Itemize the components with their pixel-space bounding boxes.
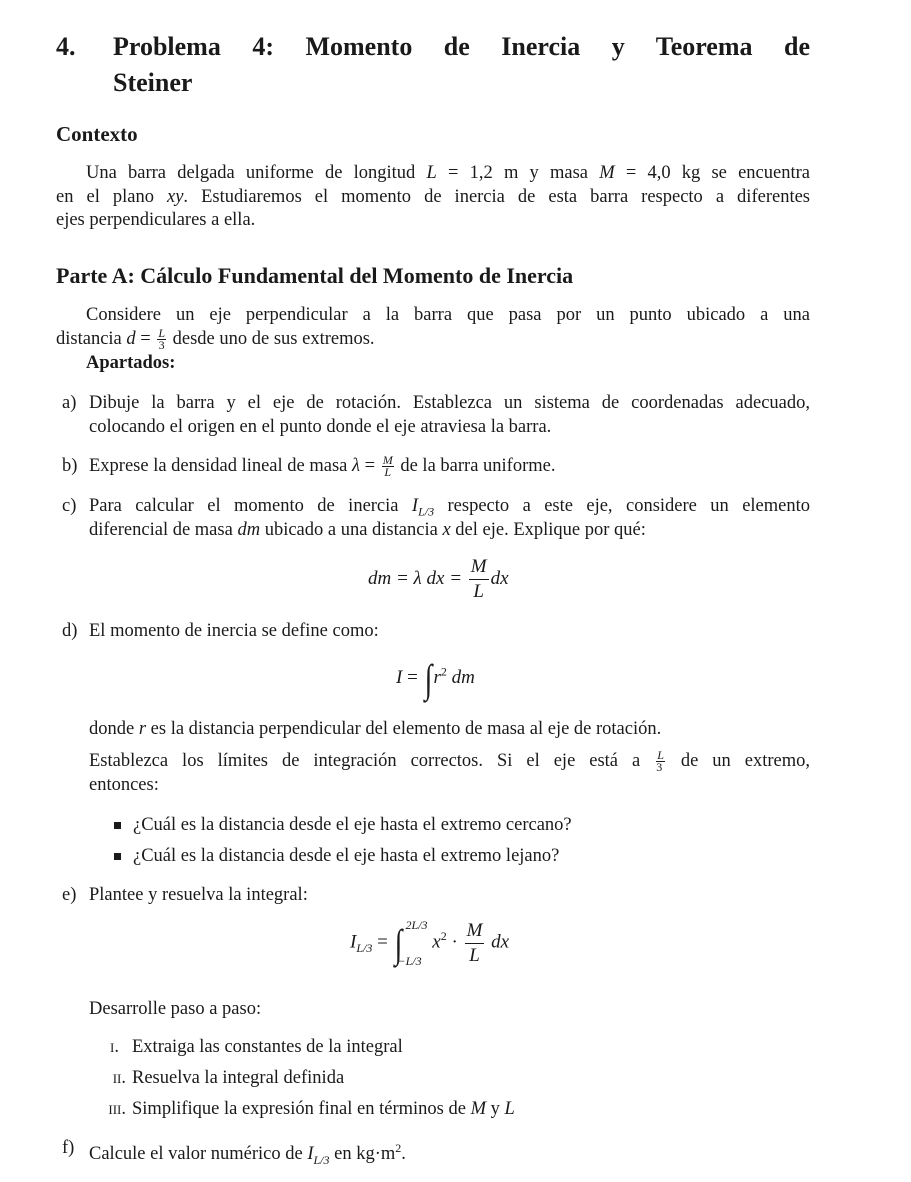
text: de un extremo, [680,751,811,771]
text: Establezca los límites de integración correctos. Si el eje está a [89,751,641,771]
math: dx [490,567,509,589]
math-subscript: L/3 [418,504,435,519]
math-I: I [307,1144,314,1165]
text: = [135,329,156,349]
text: . [401,1144,406,1165]
math: = [402,666,423,688]
item-d-donde [89,717,661,741]
item-f-text [89,1136,406,1172]
text: distancia [56,329,127,349]
text: Para calcular el momento de inercia [89,496,412,516]
parte-a-p1: Considere un eje perpendicular a la barra que pasa por un punto ubicado a una [86,305,810,325]
apartados-heading: Apartados: [86,353,176,373]
math-sup: 2 [395,1141,402,1155]
text: diferencial de masa [89,520,238,540]
math: = λ dx = [391,567,467,589]
item-d-label: d) [62,621,78,641]
step-num: i. [110,1037,119,1057]
step-num: iii. [108,1099,126,1119]
contexto-heading: Contexto [56,122,138,146]
step-text: Resuelva la integral definida [132,1068,345,1088]
contexto-line3: ejes perpendiculares a ella. [56,210,256,230]
math-sub: L/3 [356,941,373,956]
math-lambda: λ [352,456,361,476]
math-x: x [442,520,451,540]
math: r [433,666,441,688]
integral-sign: ∫ [394,920,402,966]
math: dm [368,567,392,589]
fraction-L-over-3 [157,328,166,351]
text: Una barra delgada uniforme de longitud [86,163,416,183]
text: en el plano [56,187,167,207]
frac-den: L [473,581,484,602]
section-number: 4. [56,32,76,61]
math-xy: xy [166,187,184,207]
bullet-item [114,813,572,837]
item-c-line2 [89,518,646,542]
text: de la barra uniforme. [395,456,556,476]
frac-den: 3 [158,338,165,353]
math: = [372,931,393,953]
math-M: M [470,1099,486,1119]
step-text: Extraiga las constantes de la integral [132,1037,403,1057]
equation-inertia-definition [396,655,475,702]
step-number [89,1097,126,1121]
text: del eje. Explique por qué: [450,520,646,540]
integral-sign: ∫ [424,656,432,701]
parte-a-p2 [56,327,375,351]
text: . Estudiaremos el momento de inercia de esta barra respecto a diferentes [183,187,810,207]
step-num: ii. [112,1068,126,1088]
math-L: L [504,1099,515,1119]
item-a-line1: Dibuje la barra y el eje de rotación. Establezca un sistema de coordenadas adecuado, [89,393,810,413]
bullet-icon [114,822,121,829]
text: y [486,1099,505,1119]
text: = 1,2 m y masa [436,163,600,183]
step-number [89,1066,126,1090]
item-d-establezca-line1 [89,749,810,773]
item-b-text [89,454,555,478]
frac-den: L [469,944,480,966]
math: x [432,931,441,953]
upper-limit: 2L/3 [405,918,428,932]
item-e-text: Plantee y resuelva la integral: [89,885,308,905]
step-text [132,1097,515,1121]
item-e-label: e) [62,885,77,905]
parte-a-heading: Parte A: Cálculo Fundamental del Momento de Inercia [56,263,574,288]
fraction-M-over-L [469,555,489,604]
fraction-M-over-L [465,919,485,968]
text: Calcule el valor numérico de [89,1144,308,1165]
text: = 4,0 kg se encuentra [614,163,810,183]
item-f-label: f) [62,1138,75,1158]
math: I [396,666,403,688]
item-d-establezca-line2: entonces: [89,775,159,795]
bullet-text: ¿Cuál es la distancia desde el eje hasta el extremo cercano? [133,815,572,835]
step-number [89,1035,119,1059]
contexto-line2 [56,185,810,209]
section-title-line1: Problema 4: Momento de Inercia y Teorema de [113,32,810,61]
text: ubicado a una distancia [260,520,443,540]
frac-den: L [384,465,392,480]
item-a-label: a) [62,393,77,413]
section-title-line2: Steiner [113,68,193,97]
item-c-label: c) [62,496,77,516]
bullet-icon [114,853,121,860]
text: Exprese la densidad lineal de masa [89,456,353,476]
text: desde uno de sus extremos. [168,329,375,349]
math-d: d [126,329,136,349]
bullet-item [114,844,559,868]
math-r: r [138,719,147,739]
text: en kg·m [329,1144,396,1165]
math: I [350,931,357,953]
math-I: I [411,496,419,516]
math: dm [446,666,475,688]
text: respecto a este eje, considere un elemento [434,496,810,516]
frac-den: 3 [656,760,663,775]
equation-dm [368,555,509,604]
frac-num: M [465,919,485,944]
frac-num: M [469,555,489,580]
item-b-label: b) [62,456,78,476]
math-sup: 2 [440,664,447,679]
contexto-line1 [86,161,810,185]
fraction-L-over-3 [656,750,665,773]
math-L: L [426,163,437,183]
bullet-text: ¿Cuál es la distancia desde el eje hasta el extremo lejano? [133,846,560,866]
math: dx [486,931,510,953]
frac-num: M [382,453,393,468]
item-e-desarrolle: Desarrolle paso a paso: [89,999,262,1019]
math-sup: 2 [440,929,447,944]
text: donde [89,719,139,739]
math-M: M [599,163,615,183]
math-dm: dm [237,520,261,540]
item-d-text: El momento de inercia se define como: [89,621,379,641]
math-sub: L/3 [313,1152,330,1167]
frac-num: L [657,748,664,763]
item-a-line2: colocando el origen en el punto donde el eje atraviesa la barra. [89,417,552,437]
equation-integral [350,918,509,968]
frac-num: L [158,326,166,341]
fraction-M-over-L [382,455,394,478]
text: = [360,456,380,476]
math: · [446,931,463,953]
text: es la distancia perpendicular del elemento de masa al eje de rotación. [146,719,662,739]
text: Simplifique la expresión final en términos de [132,1099,471,1119]
lower-limit: −L/3 [397,954,422,968]
